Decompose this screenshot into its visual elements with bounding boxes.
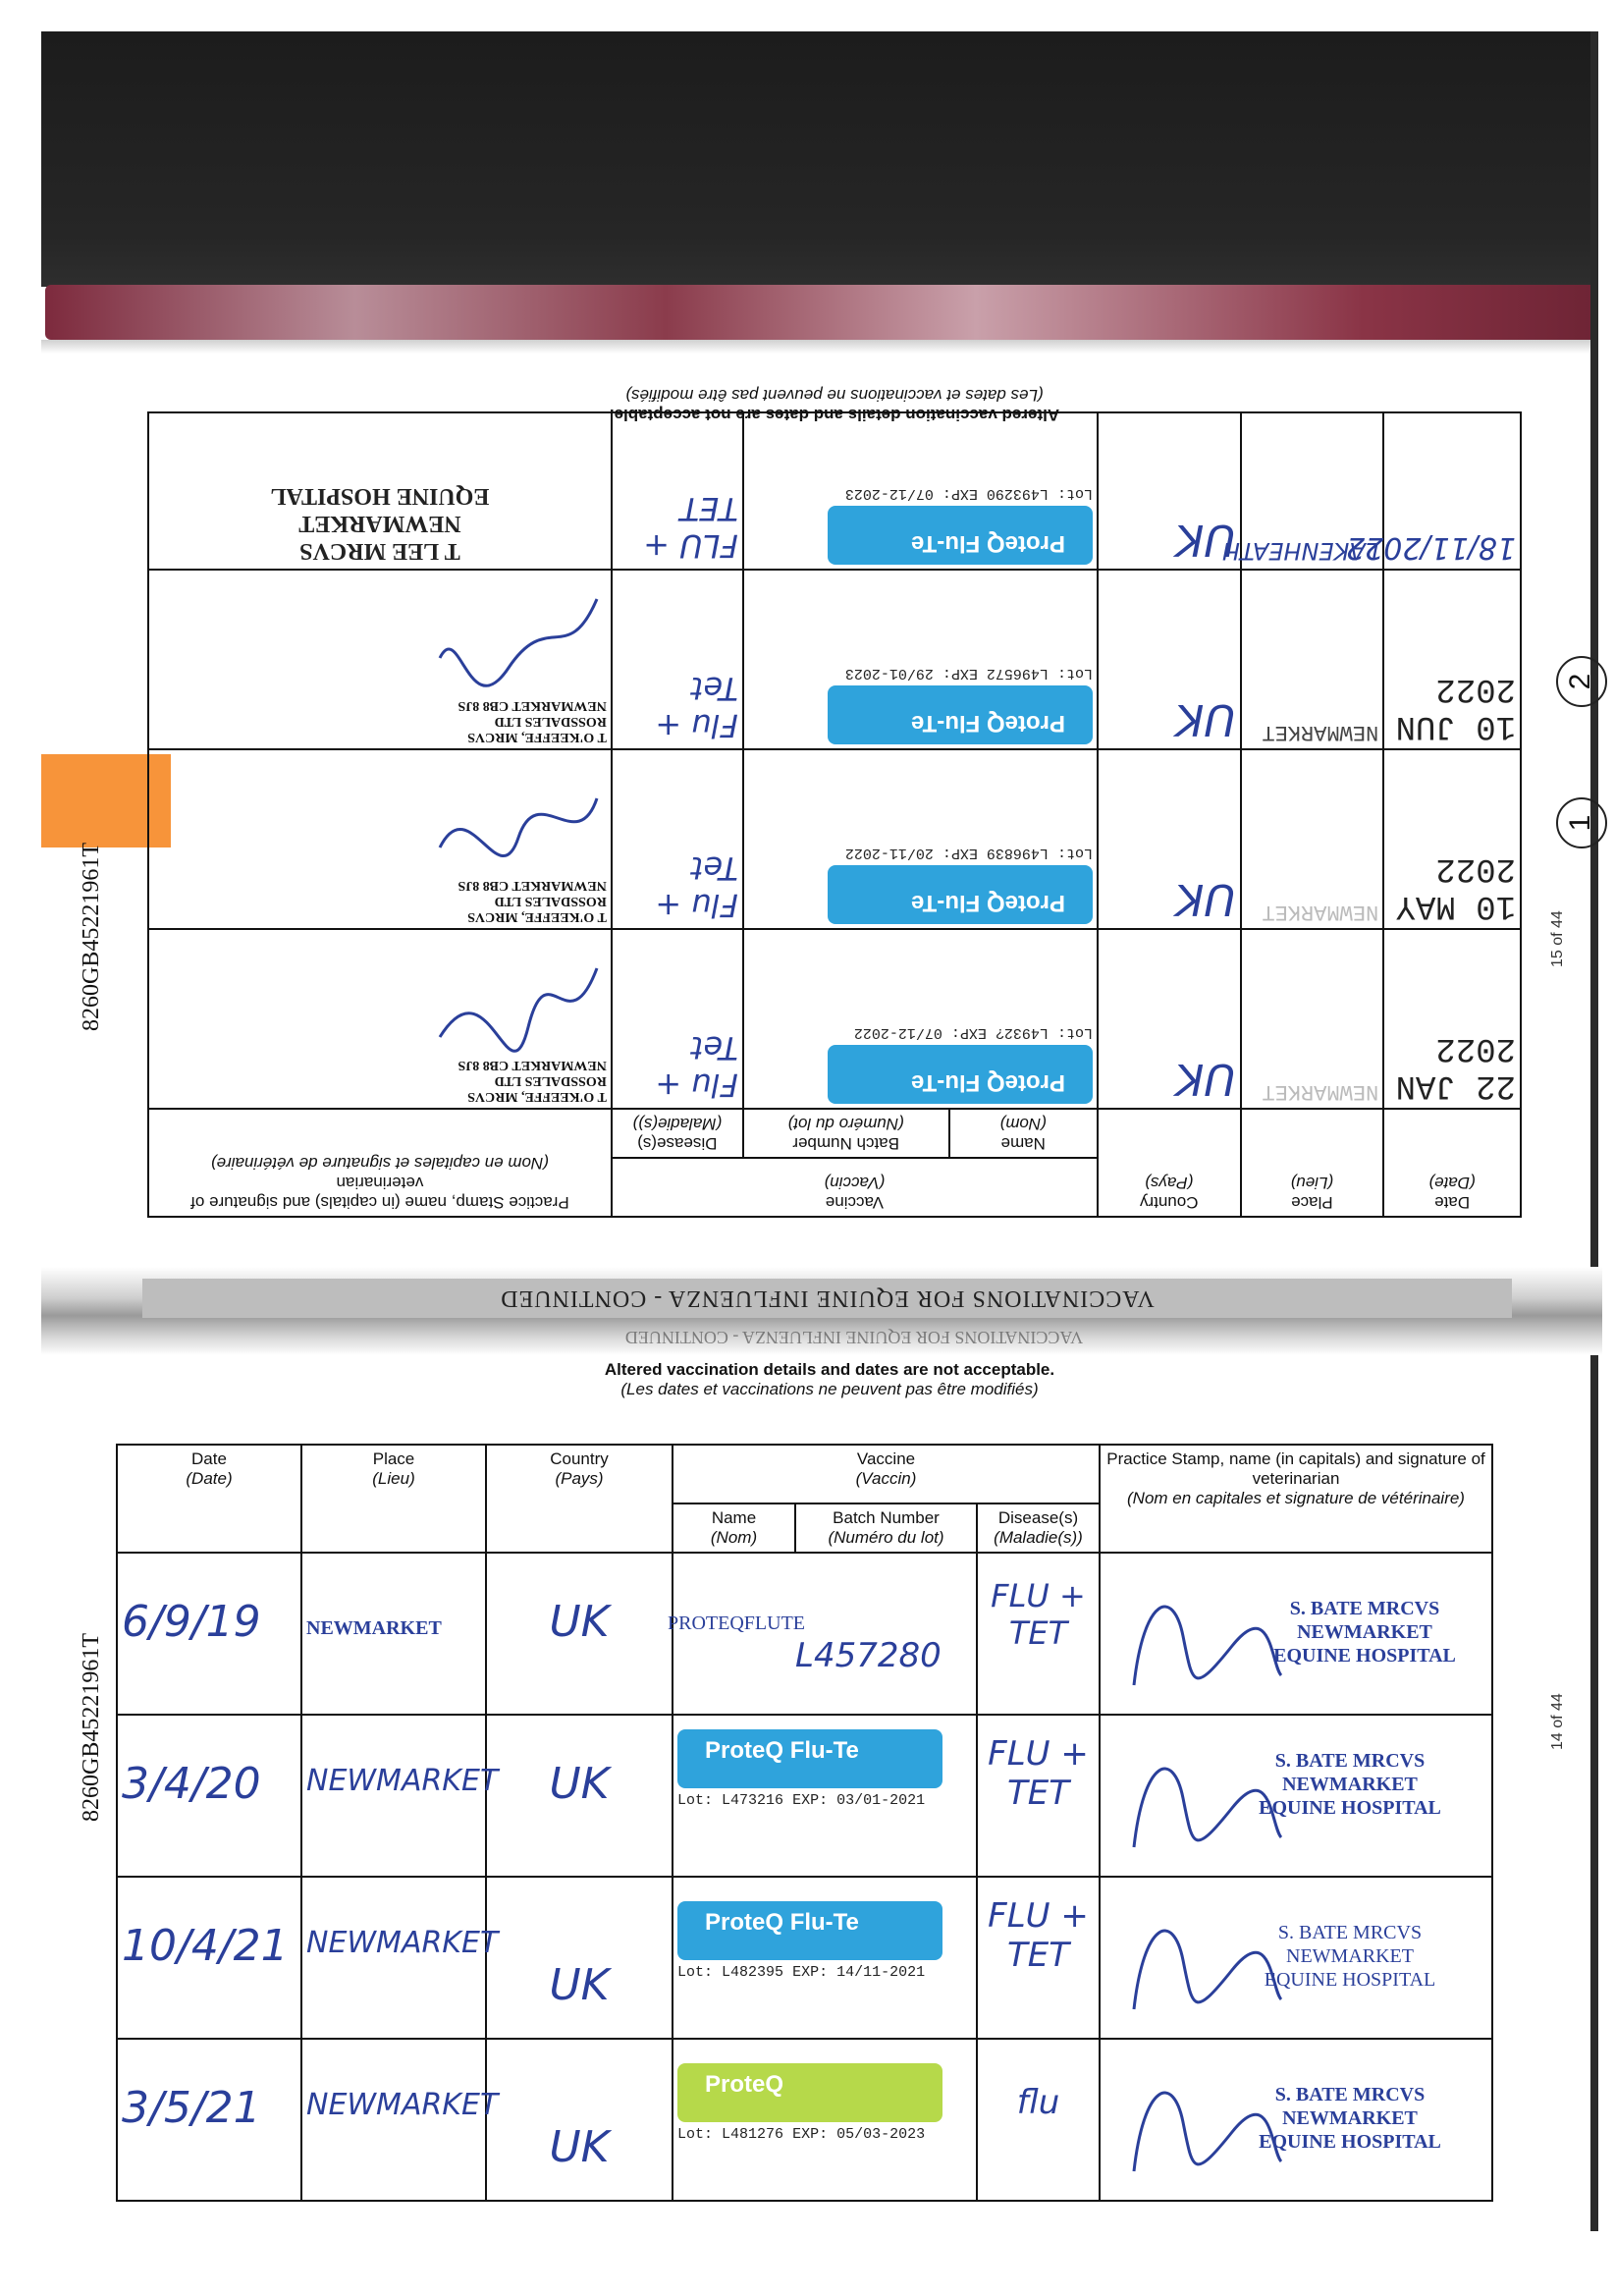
signature [430, 939, 607, 1057]
place-stamp: NEWMARKET [1262, 1079, 1379, 1104]
place-stamp: NEWMARKET [1262, 900, 1379, 924]
place-stamp: NEWMARKET [1262, 720, 1379, 744]
vaccination-table-upper [147, 411, 1522, 1218]
vaccine-sticker: ProteQ Flu-Te Lot: L496839 EXP: 20/11-2022 [828, 865, 1093, 924]
date-handwritten: 18/11/2022 [1346, 530, 1516, 565]
disease-handwritten: Flu + Tet [655, 849, 738, 924]
hdr-name: Name (Nom) [673, 1503, 795, 1553]
exp-date: 03/01-2021 [836, 1792, 926, 1809]
table-row [117, 2039, 1492, 2201]
country-handwritten: UK [549, 1960, 610, 2010]
place-handwritten: LAKENHEATH [1221, 537, 1379, 565]
sticker-brand: ProteQ [986, 1069, 1065, 1096]
place-handwritten: NEWMARKET [306, 2088, 499, 2122]
lot-number: L496572 [986, 665, 1049, 682]
lower-page-table [116, 1444, 1490, 2200]
date-handwritten: 3/5/21 [122, 2083, 261, 2133]
disease-handwritten: FLU + TET [643, 490, 738, 565]
doc-ref-lower: 8260GB45221961T [79, 1633, 104, 1822]
hdr-date: Date (Date) [1383, 1109, 1521, 1217]
signature [430, 579, 607, 697]
batch-handwritten: L457280 [795, 1636, 942, 1675]
page-number-lower: 14 of 44 [1549, 1693, 1566, 1750]
exp-date: 20/11-2022 [844, 845, 934, 861]
hdr-disease: Disease(s) (Maladie(s)) [977, 1503, 1100, 1553]
table-row [148, 412, 1521, 570]
exp-date: 07/12-2023 [844, 485, 934, 502]
date-handwritten: 6/9/19 [122, 1597, 261, 1647]
vaccine-sticker-green: ProteQ Lot: L481276 EXP: 05/03-2023 [677, 2063, 942, 2122]
practice-stamp: T LEE MRCVS NEWMARKET EQUINE HOSPITAL [270, 483, 490, 564]
table-row [117, 1877, 1492, 2039]
section-title-faint: VACCINATIONS FOR EQUINE INFLUENZA - CONTINUED [624, 1328, 1084, 1347]
lower-notice [412, 1360, 1247, 1399]
place-handwritten: NEWMARKET [306, 1764, 499, 1798]
table-row [117, 1715, 1492, 1877]
annotation-circle-1: 1 [1556, 797, 1607, 848]
date-handwritten: 3/4/20 [122, 1759, 261, 1809]
hdr-disease: Disease(s) (Maladie(s)) [612, 1109, 743, 1158]
practice-stamp: S. BATE MRCVS NEWMARKET EQUINE HOSPITAL [1259, 1750, 1441, 1819]
notice-en: Altered vaccination details and dates are not acceptable. [604, 1360, 1055, 1379]
place-handwritten: NEWMARKET [306, 1926, 499, 1960]
lot-number: L482395 [722, 1964, 784, 1981]
exp-date: 29/01-2023 [844, 665, 934, 682]
page-number-upper: 15 of 44 [1549, 910, 1566, 967]
country-handwritten: UK [549, 1759, 610, 1809]
exp-date: 05/03-2023 [836, 2126, 926, 2143]
lot-number: L4932? [995, 1024, 1049, 1041]
practice-stamp: S. BATE MRCVS NEWMARKET EQUINE HOSPITAL [1264, 1922, 1436, 1991]
hdr-country: Country (Pays) [486, 1445, 673, 1553]
vaccine-sticker: ProteQ Flu-Te Lot: L482395 EXP: 14/11-2021 [677, 1901, 942, 1960]
disease-handwritten: FLU + TET [988, 1734, 1089, 1813]
disease-handwritten: Flu + Tet [655, 1029, 738, 1104]
lot-number: L481276 [722, 2126, 784, 2143]
country-handwritten: UK [549, 1597, 610, 1647]
table-row [148, 749, 1521, 929]
date-handwritten: 10/4/21 [122, 1921, 289, 1971]
vaccine-sticker: ProteQ Flu-Te Lot: L4932? EXP: 07/12-2022 [828, 1045, 1093, 1104]
hdr-place: Place (Lieu) [301, 1445, 486, 1553]
practice-stamp: S. BATE MRCVS NEWMARKET EQUINE HOSPITAL [1273, 1598, 1456, 1667]
section-title: VACCINATIONS FOR EQUINE INFLUENZA - CONTINUED [500, 1285, 1155, 1311]
annotation-circle-2: 2 [1556, 656, 1607, 707]
lot-number: L493290 [986, 485, 1049, 502]
country-handwritten: UK [549, 2122, 610, 2172]
country-handwritten: UK [1175, 874, 1236, 924]
hdr-batch: Batch Number (Numéro du lot) [795, 1503, 977, 1553]
hdr-country: Country (Pays) [1098, 1109, 1241, 1217]
vaccination-table-lower [116, 1444, 1493, 2202]
table-row [148, 929, 1521, 1109]
disease-handwritten: FLU + TET [991, 1577, 1086, 1652]
upper-page-table [147, 386, 1522, 1218]
notice-fr: (Les dates et vaccinations ne peuvent pas être modifiés) [625, 386, 1044, 405]
country-handwritten: UK [1175, 694, 1236, 744]
practice-stamp: T O'KEEFFE, MRCVS ROSSDALES LTD NEWMARKET CB8 8JS [458, 1058, 607, 1104]
hdr-place: Place (Lieu) [1241, 1109, 1384, 1217]
hdr-date: Date (Date) [117, 1445, 301, 1553]
lot-number: L473216 [722, 1792, 784, 1809]
hdr-name: Name (Nom) [949, 1109, 1098, 1158]
spine-shadow [41, 340, 1597, 354]
practice-stamp: T O'KEEFFE, MRCVS ROSSDALES LTD NEWMARKET CB8 8JS [458, 698, 607, 744]
table-row [117, 1553, 1492, 1715]
table-row [148, 570, 1521, 749]
signature [430, 759, 607, 877]
date-stamp: 10 JUN 2022 [1395, 670, 1516, 744]
hdr-batch: Batch Number (Numéro du lot) [743, 1109, 949, 1158]
place-stamp: NEWMARKET [306, 1617, 442, 1639]
vaccine-sticker: ProteQ Flu-Te Lot: L493290 EXP: 07/12-2023 [828, 506, 1093, 565]
exp-date: 07/12-2022 [853, 1024, 942, 1041]
scan-edge-right [1590, 31, 1598, 2231]
upper-notice [147, 385, 1522, 424]
vaccine-sticker: ProteQ Flu-Te Lot: L496572 EXP: 29/01-2023 [828, 685, 1093, 744]
date-stamp: 10 MAY 2022 [1395, 849, 1516, 924]
disease-handwritten: FLU + TET [988, 1896, 1089, 1975]
sticker-product: Flu-Te [911, 1069, 981, 1096]
lot-number: L496839 [986, 845, 1049, 861]
disease-handwritten: flu [1016, 2083, 1060, 2122]
notice-en: Altered vaccination details and dates are not acceptable. [609, 406, 1060, 424]
notice-fr: (Les dates et vaccinations ne peuvent pas être modifiés) [620, 1380, 1039, 1398]
vaccine-name-stamp: PROTEQFLUTE [668, 1613, 805, 1634]
book-spine [45, 285, 1596, 340]
date-stamp: 22 JAN 2022 [1395, 1029, 1516, 1104]
hdr-practice: Practice Stamp, name (in capitals) and signature of veterinarian (Nom en capitales et signature de vétérinaire) [1100, 1445, 1492, 1553]
disease-handwritten: Flu + Tet [655, 670, 738, 744]
hdr-practice: Practice Stamp, name (in capitals) and signature of veterinarian (Nom en capitales et signature de vétérinaire) [148, 1109, 612, 1217]
scan-dark-top [41, 31, 1597, 287]
country-handwritten: UK [1175, 515, 1236, 565]
country-handwritten: UK [1175, 1054, 1236, 1104]
practice-stamp: T O'KEEFFE, MRCVS ROSSDALES LTD NEWMARKET CB8 8JS [458, 878, 607, 924]
hdr-vaccine: Vaccine (Vaccin) [612, 1158, 1098, 1217]
hdr-vaccine: Vaccine (Vaccin) [673, 1445, 1100, 1503]
vaccine-sticker: ProteQ Flu-Te Lot: L473216 EXP: 03/01-2021 [677, 1729, 942, 1788]
exp-date: 14/11-2021 [836, 1964, 926, 1981]
doc-ref-upper: 8260GB45221961T [79, 843, 104, 1031]
practice-stamp: S. BATE MRCVS NEWMARKET EQUINE HOSPITAL [1259, 2084, 1441, 2153]
